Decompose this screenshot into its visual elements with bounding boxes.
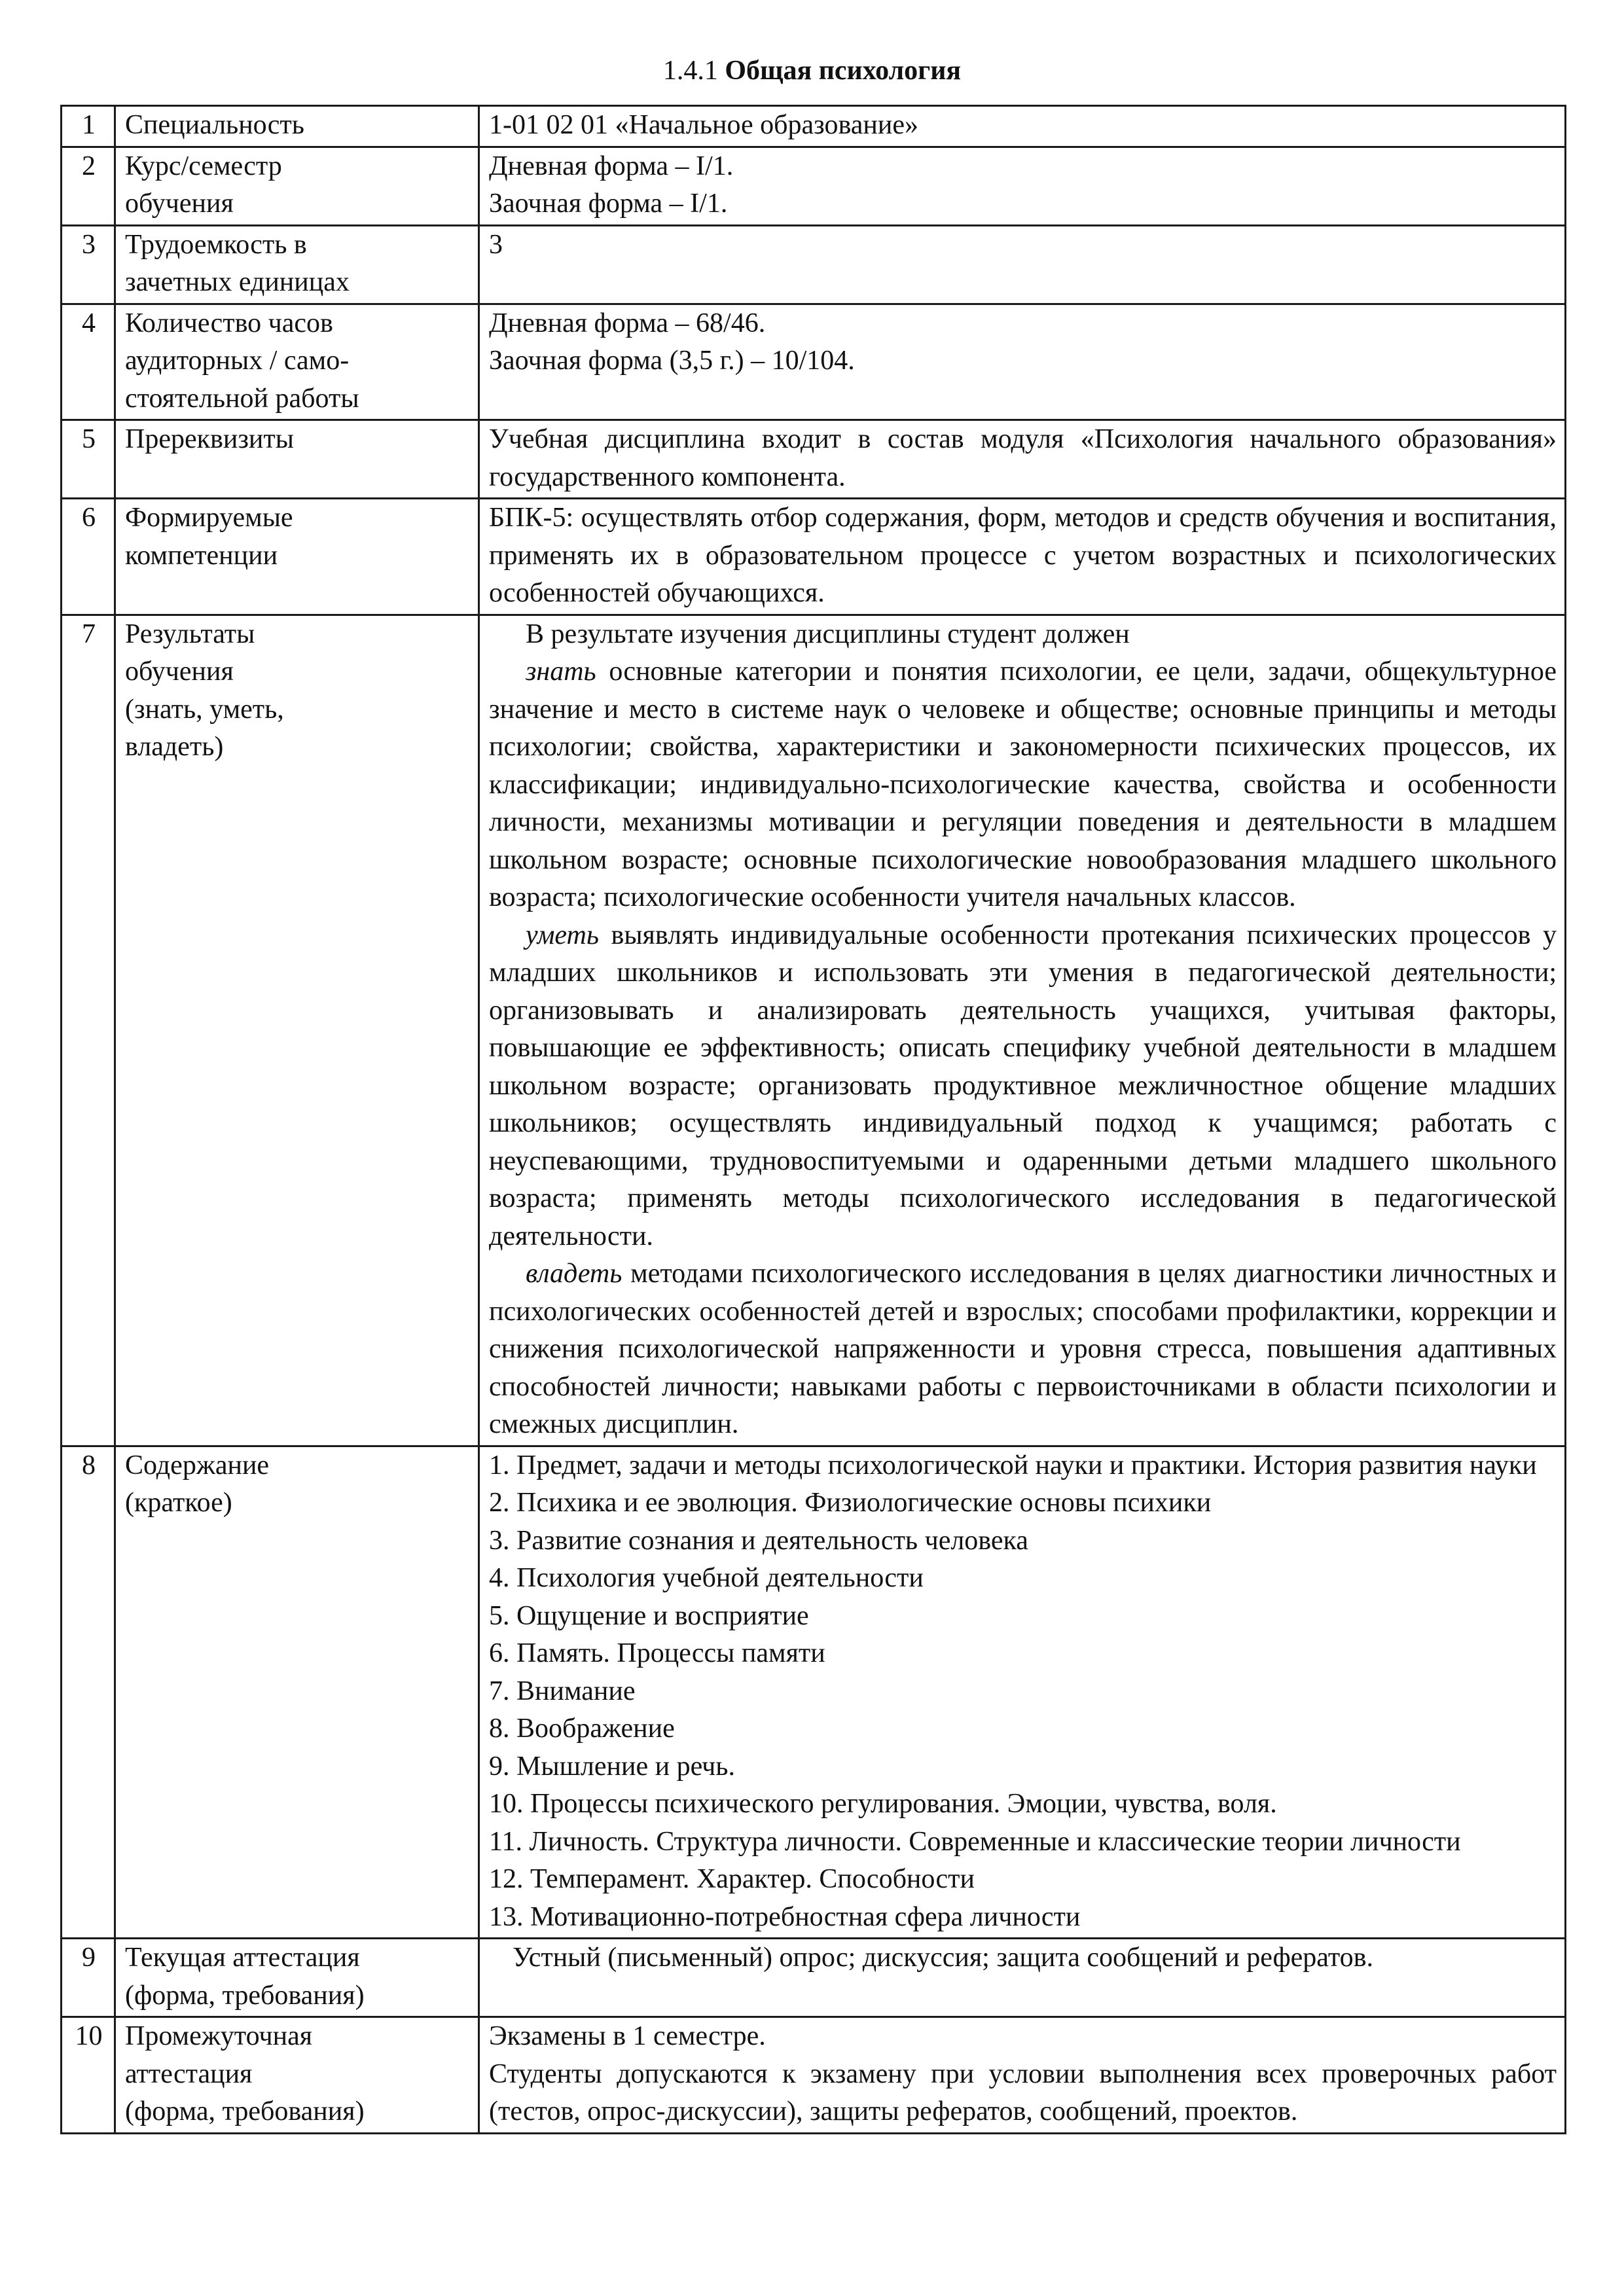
row-value: БПК-5: осуществлять отбор содержания, форм, методов и средств обучения и воспитания, применять их в образовательном процессе с учетом возрастных и психологических особенностей обучающихся. <box>479 499 1566 615</box>
list-item: 6. Память. Процессы памяти <box>489 1638 825 1668</box>
row-number: 1 <box>62 106 115 147</box>
row-label: Курс/семестр обучения <box>115 147 479 225</box>
page-title <box>0 54 1624 88</box>
list-item: 7. Внимание <box>489 1676 636 1706</box>
row-value: 1-01 02 01 «Начальное образование» <box>479 106 1566 147</box>
table-row-specialty <box>62 106 1566 147</box>
row-label: Содержание (краткое) <box>115 1446 479 1939</box>
row-number: 2 <box>62 147 115 225</box>
outcomes-master: владеть методами психологического исследования в целях диагностики личностных и психологических особенностей детей и взрослых; способами профилактики, коррекции и снижения психологической напряженности и уровня стресса, повышения адаптивных способностей личности; навыками работы с первоисточниками в области психологии и смежных дисциплин. <box>489 1259 1557 1439</box>
row-number: 3 <box>62 225 115 304</box>
outcomes-intro: В результате изучения дисциплины студент должен <box>526 619 1130 649</box>
row-value <box>479 615 1566 1446</box>
table-row-current-assessment <box>62 1939 1566 2017</box>
row-number: 8 <box>62 1446 115 1939</box>
row-label: Количество часов аудиторных / само- стоятельной работы <box>115 304 479 420</box>
row-value: 3 <box>479 225 1566 304</box>
list-item: 12. Темперамент. Характер. Способности <box>489 1864 975 1894</box>
table-row-content <box>62 1446 1566 1939</box>
row-value: Экзамены в 1 семестре. Студенты допускаются к экзамену при условии выполнения всех проверочных работ (тестов, опрос-дискуссии), защиты рефератов, сообщений, проектов. <box>479 2017 1566 2134</box>
row-label: Трудоемкость в зачетных единицах <box>115 225 479 304</box>
outcomes-can: уметь выявлять индивидуальные особенности протекания психических процессов у младших школьников и использовать эти умения в педагогической деятельности; организовывать и анализировать деятельность учащихся, учитывая факторы, повышающие ее эффективность; описать специфику учебной деятельности в младшем школьном возрасте; организовать продуктивное межличностное общение младших школьников; осуществлять индивидуальный подход к учащимся; работать с неуспевающими, трудновоспитуемыми и одаренными детьми младшего школьного возраста; применять методы психологического исследования в педагогической деятельности. <box>489 920 1557 1251</box>
row-number: 5 <box>62 420 115 499</box>
discipline-table <box>60 105 1566 2134</box>
row-number: 4 <box>62 304 115 420</box>
outcomes-know: знать основные категории и понятия психологии, ее цели, задачи, общекультурное значение и место в системе наук о человеке и обществе; основные принципы и методы психологии; свойства, характеристики и закономерности психических процессов, их классификации; индивидуально-психологические качества, свойства и особенности личности, механизмы мотивации и регуляции поведения и деятельности в младшем школьном возрасте; основные психологические новообразования младшего школьного возраста; психологические особенности учителя начальных классов. <box>489 656 1557 912</box>
row-label: Специальность <box>115 106 479 147</box>
list-item: 11. Личность. Структура личности. Современные и классические теории личности <box>489 1826 1461 1857</box>
row-value: Устный (письменный) опрос; дискуссия; защита сообщений и рефератов. <box>479 1939 1566 2017</box>
row-number: 7 <box>62 615 115 1446</box>
row-label: Результаты обучения (знать, уметь, владеть) <box>115 615 479 1446</box>
table-row-prerequisites <box>62 420 1566 499</box>
row-number: 10 <box>62 2017 115 2134</box>
table-row-interim-assessment <box>62 2017 1566 2134</box>
row-value: Учебная дисциплина входит в состав модуля «Психология начального образования» государственного компонента. <box>479 420 1566 499</box>
row-number: 9 <box>62 1939 115 2017</box>
table-row-hours <box>62 304 1566 420</box>
list-item: 2. Психика и ее эволюция. Физиологические основы психики <box>489 1488 1212 1518</box>
list-item: 8. Воображение <box>489 1713 675 1744</box>
row-value: Дневная форма – I/1. Заочная форма – I/1. <box>479 147 1566 225</box>
table-row-credits <box>62 225 1566 304</box>
list-item: 10. Процессы психического регулирования. Эмоции, чувства, воля. <box>489 1789 1277 1819</box>
table-row-course-semester <box>62 147 1566 225</box>
list-item: 3. Развитие сознания и деятельность человека <box>489 1525 1028 1556</box>
row-number: 6 <box>62 499 115 615</box>
content-list <box>479 1446 1566 1939</box>
row-label: Пререквизиты <box>115 420 479 499</box>
list-item: 9. Мышление и речь. <box>489 1751 735 1782</box>
section-number: 1.4.1 <box>662 56 718 86</box>
row-label: Текущая аттестация (форма, требования) <box>115 1939 479 2017</box>
list-item: 1. Предмет, задачи и методы психологической науки и практики. История развития науки <box>489 1450 1537 1480</box>
list-item: 13. Мотивационно-потребностная сфера личности <box>489 1901 1081 1932</box>
list-item: 5. Ощущение и восприятие <box>489 1600 809 1631</box>
section-title: Общая психология <box>725 56 962 86</box>
list-item: 4. Психология учебной деятельности <box>489 1563 924 1593</box>
table-row-learning-outcomes <box>62 615 1566 1446</box>
row-label: Промежуточная аттестация (форма, требования) <box>115 2017 479 2134</box>
table-row-competencies <box>62 499 1566 615</box>
row-value: Дневная форма – 68/46. Заочная форма (3,5 г.) – 10/104. <box>479 304 1566 420</box>
row-label: Формируемые компетенции <box>115 499 479 615</box>
